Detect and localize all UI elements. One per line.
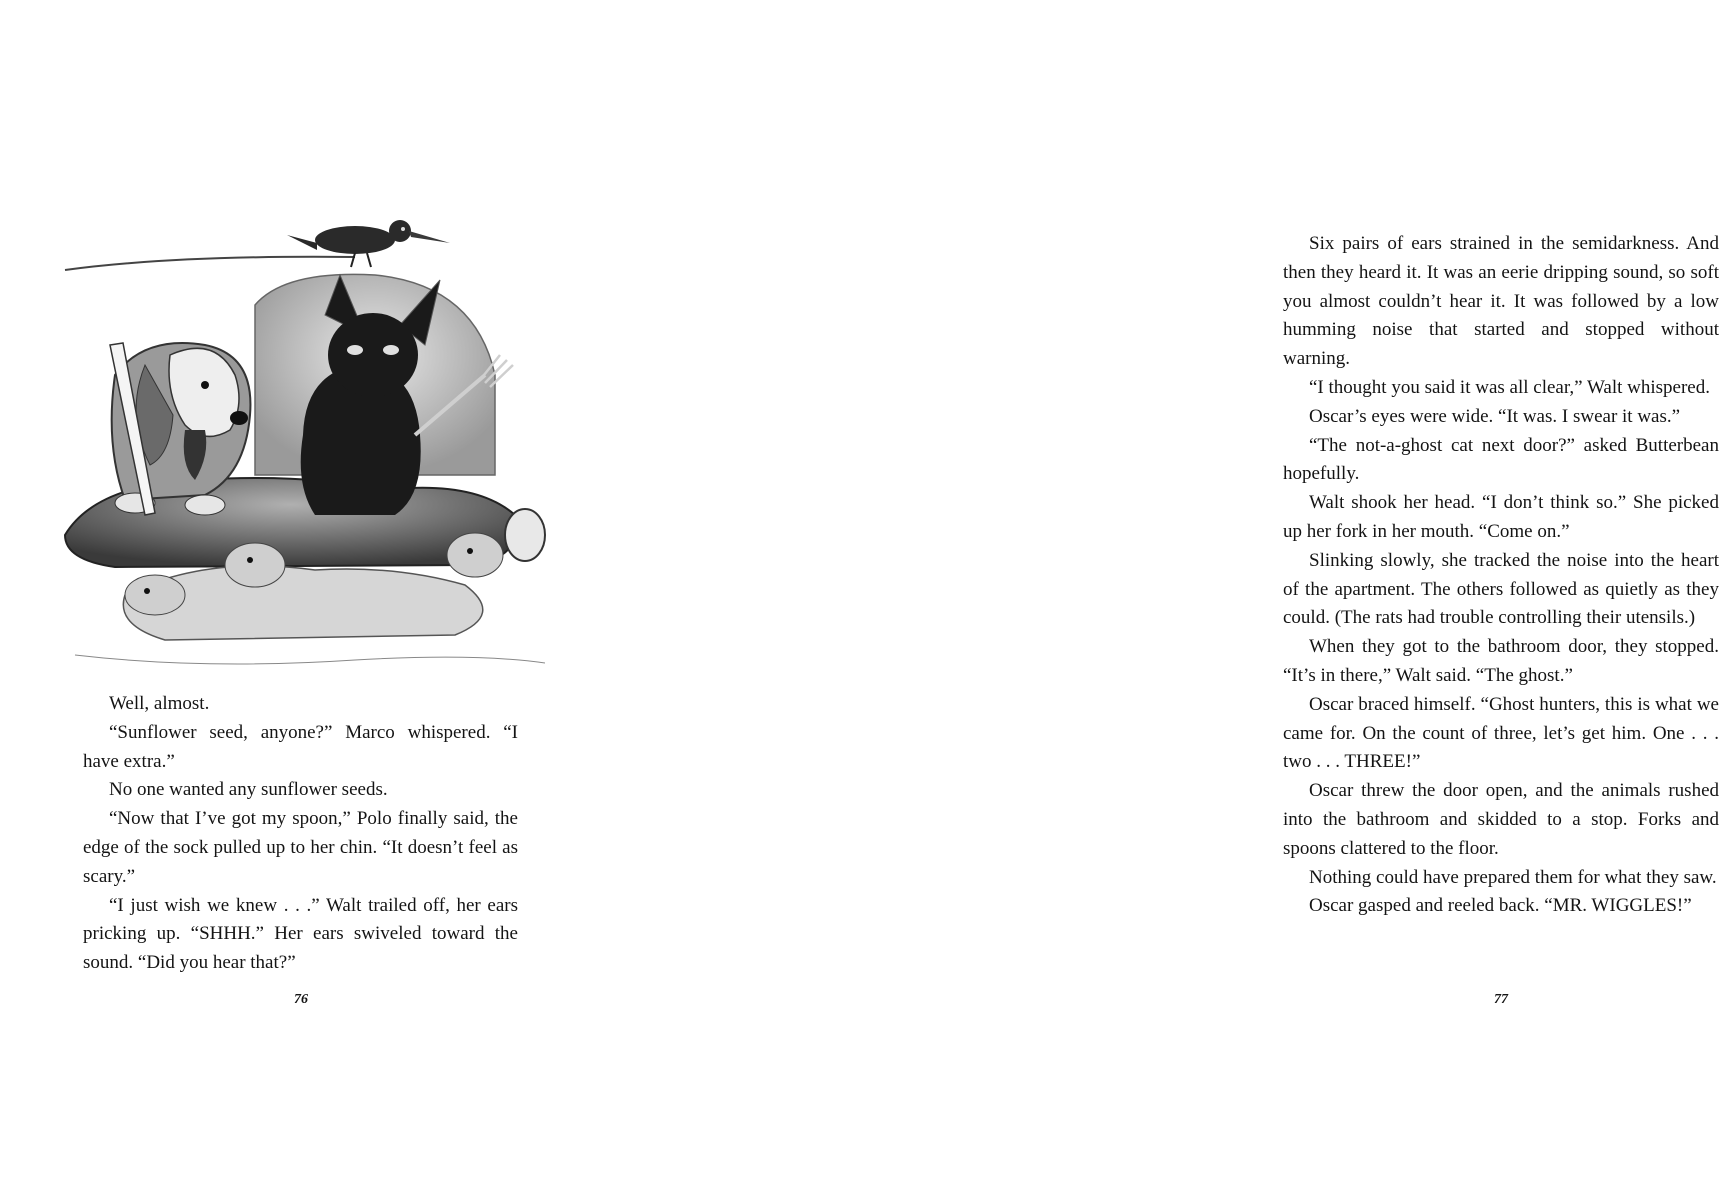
left-page: [0, 0, 600, 1200]
paragraph: “Now that I’ve got my spoon,” Polo finally said, the edge of the sock pulled up to her chin. “It doesn’t feel as scary.”: [83, 808, 518, 887]
paragraph: No one wanted any sunflower seeds.: [109, 779, 388, 801]
illustration-svg: [55, 215, 560, 675]
page-number: 77: [1494, 992, 1508, 1007]
paragraph: “The not-a-ghost cat next door?” asked Butterbean hopefully.: [1283, 434, 1719, 485]
ledge-line: [65, 257, 355, 270]
paragraph: Nothing could have prepared them for what they saw.: [1309, 866, 1717, 888]
paragraph: When they got to the bathroom door, they stopped. “It’s in there,” Walt said. “The ghost.”: [1283, 636, 1719, 686]
right-page-text: [1283, 230, 1719, 921]
paragraph: Oscar threw the door open, and the animals rushed into the bathroom and skidded to a stop. Forks and spoons clattered to the floor.: [1283, 780, 1719, 859]
paragraph: Oscar’s eyes were wide. “It was. I swear it was.”: [1309, 405, 1681, 427]
paragraph: “I just wish we knew . . .” Walt trailed off, her ears pricking up. “SHHH.” Her ears swiveled toward the sound. “Did you hear that?”: [83, 894, 518, 974]
paragraph: Walt shook her head. “I don’t think so.” She picked up her fork in her mouth. “Come on.”: [1283, 492, 1719, 542]
paragraph: “Sunflower seed, anyone?” Marco whispered. “I have extra.”: [83, 721, 518, 772]
paragraph: Six pairs of ears strained in the semidarkness. And then they heard it. It was an eerie dripping sound, so soft you almost couldn’t hear it. It was followed by a low humming noise that started and stopped without warning.: [1283, 233, 1719, 370]
story-illustration: [55, 215, 560, 675]
crow-figure: [287, 220, 450, 267]
paragraph: Well, almost.: [109, 693, 210, 714]
spoon-utensil: [505, 509, 545, 561]
page-number: 76: [294, 992, 308, 1007]
left-page-text: [83, 690, 518, 978]
right-page: [600, 0, 1719, 1200]
paragraph: Oscar braced himself. “Ghost hunters, this is what we came for. On the count of three, let’s get him. One . . . two . . . THREE!”: [1283, 693, 1719, 773]
paragraph: “I thought you said it was all clear,” Walt whispered.: [1309, 376, 1710, 398]
ground-strokes: [75, 655, 545, 664]
paragraph: Oscar gasped and reeled back. “MR. WIGGLES!”: [1309, 895, 1692, 917]
paragraph: Slinking slowly, she tracked the noise into the heart of the apartment. The others followed as quietly as they could. (The rats had trouble controlling their utensils.): [1283, 549, 1719, 629]
